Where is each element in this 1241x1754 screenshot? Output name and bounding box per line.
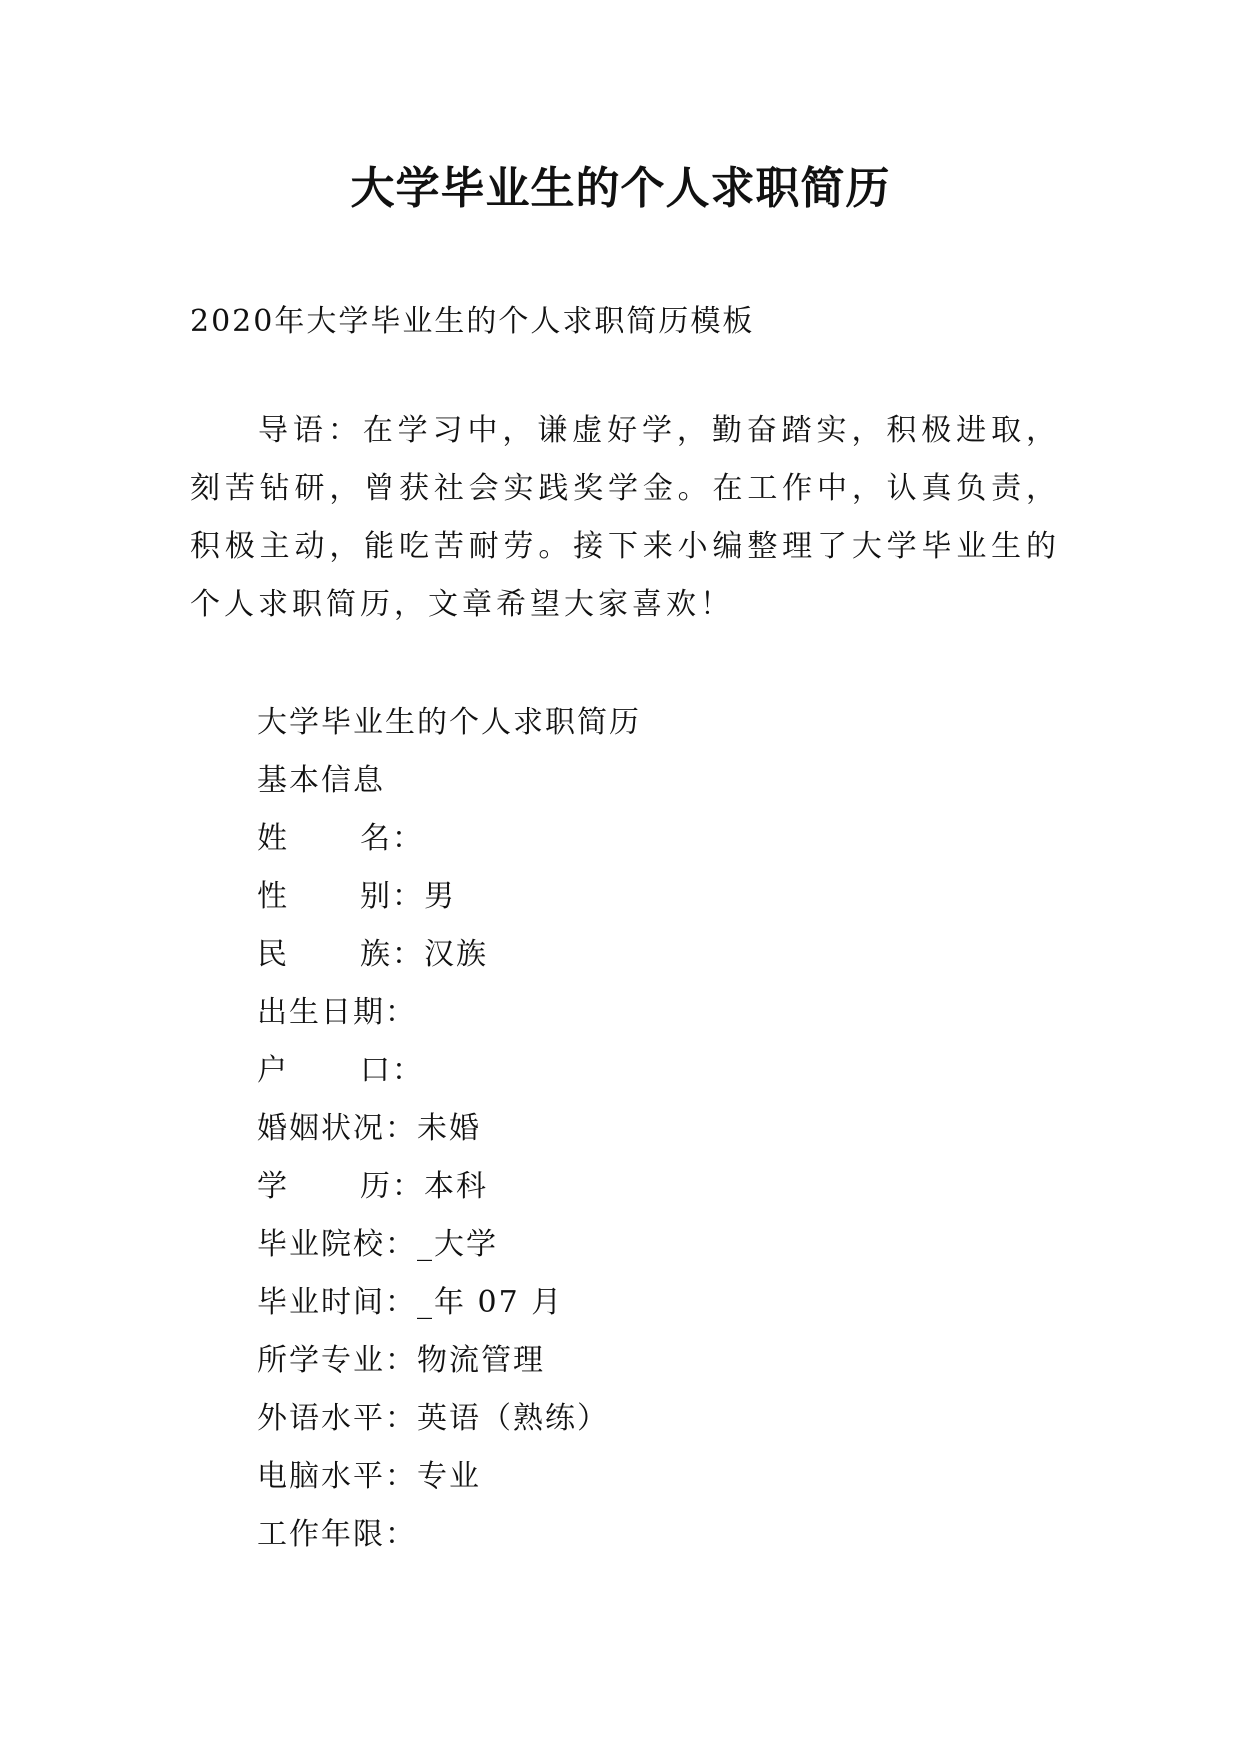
intro-paragraph: 导语：在学习中，谦虚好学，勤奋踏实，积极进取，刻苦钻研，曾获社会实践奖学金。在工作中，认真负责，积极主动，能吃苦耐劳。接下来小编整理了大学毕业生的个人求职简历，文章希望大家喜欢！: [190, 413, 1060, 622]
field-value: 男: [424, 879, 456, 914]
field-label: 学 历: [257, 1169, 392, 1204]
field-label: 工作年限: [257, 1517, 385, 1552]
document-subtitle: 2020年大学毕业生的个人求职简历模板: [190, 304, 755, 339]
field-label: 婚姻状况: [257, 1111, 385, 1146]
field-label: 毕业院校: [257, 1227, 385, 1262]
field-ethnicity: 民 族 ： 汉族: [257, 926, 641, 984]
field-education: 学 历 ： 本科: [257, 1158, 641, 1216]
field-label: 性 别: [257, 879, 392, 914]
field-school: 毕业院校 ： _大学: [257, 1216, 641, 1274]
field-computer-skill: 电脑水平 ： 专业: [257, 1448, 641, 1506]
field-value: _年 07 月: [417, 1285, 564, 1320]
field-label: 毕业时间: [257, 1285, 385, 1320]
field-birthdate: 出生日期 ：: [257, 984, 641, 1042]
page-title: 大学毕业生的个人求职简历: [350, 163, 891, 214]
field-work-years: 工作年限 ：: [257, 1506, 641, 1564]
field-label: 所学专业: [257, 1343, 385, 1378]
field-value: _大学: [417, 1227, 498, 1262]
field-value: 专业: [417, 1459, 481, 1494]
field-foreign-language: 外语水平 ： 英语（熟练）: [257, 1390, 641, 1448]
resume-heading: 大学毕业生的个人求职简历: [257, 705, 641, 740]
field-hukou: 户 口 ：: [257, 1042, 641, 1100]
field-value: 汉族: [424, 937, 488, 972]
field-label: 出生日期: [257, 995, 385, 1030]
field-gender: 性 别 ： 男: [257, 868, 641, 926]
field-label: 户 口: [257, 1053, 392, 1088]
section-basic-info: 基本信息: [257, 763, 385, 798]
field-label: 民 族: [257, 937, 392, 972]
resume-block: [257, 694, 641, 1564]
field-label: 外语水平: [257, 1401, 385, 1436]
field-value: 物流管理: [417, 1343, 545, 1378]
field-value: 本科: [424, 1169, 488, 1204]
field-value: 英语（熟练）: [417, 1401, 609, 1436]
field-graduation-date: 毕业时间 ： _年 07 月: [257, 1274, 641, 1332]
field-value: 未婚: [417, 1111, 481, 1146]
field-major: 所学专业 ： 物流管理: [257, 1332, 641, 1390]
field-label: 姓 名: [257, 821, 392, 856]
field-name: 姓 名 ：: [257, 810, 641, 868]
field-marital-status: 婚姻状况 ： 未婚: [257, 1100, 641, 1158]
field-label: 电脑水平: [257, 1459, 385, 1494]
